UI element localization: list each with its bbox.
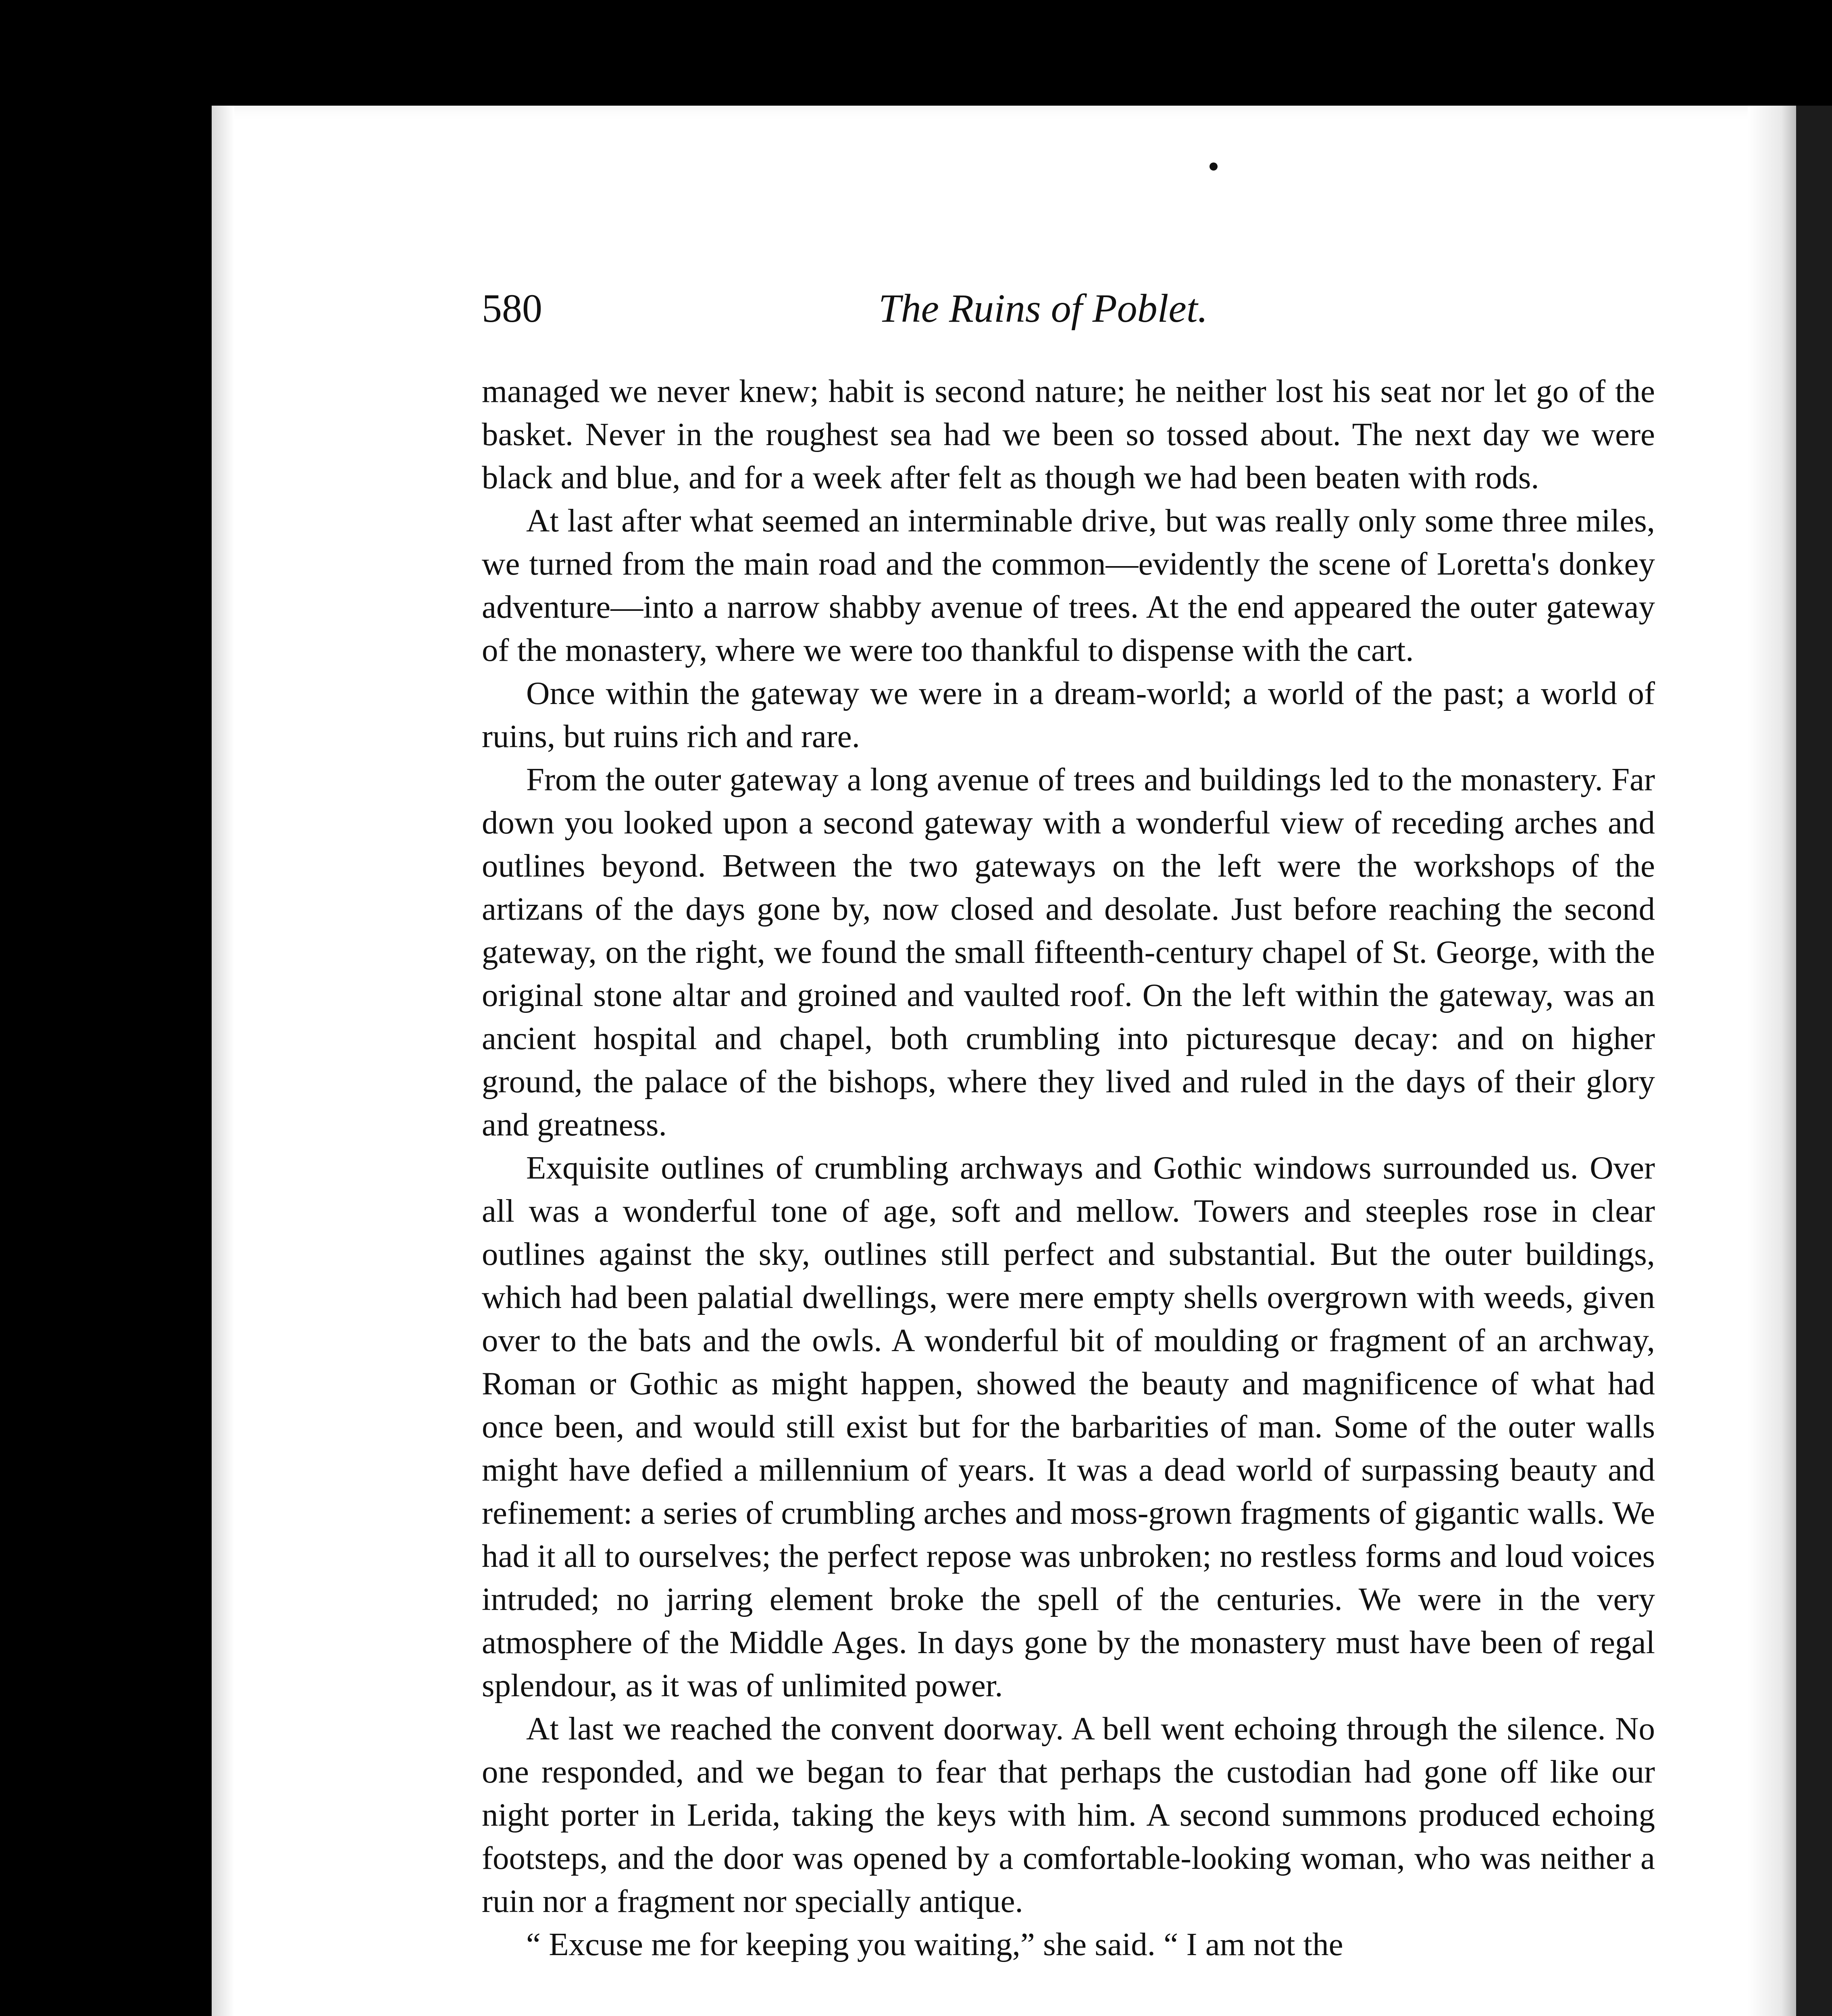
page-header: [482, 280, 1288, 337]
body-text: [482, 370, 1655, 1966]
paragraph-7: “ Excuse me for keeping you waiting,” she said. “ I am not the: [526, 1926, 1343, 1962]
paragraph-6: At last we reached the convent doorway. A bell went echoing through the silence. No one responded, and we began to fear that perhaps the custodian had gone off like our night porter in Lerida, taking the keys with him. A second summons produced echoing footsteps, and the door was opened by a comfortable-looking woman, who was neither a ruin nor a fragment nor specially antique.: [482, 1710, 1655, 1919]
paragraph-1: managed we never knew; habit is second nature; he neither lost his seat nor let go of the basket. Never in the roughest sea had we been so tossed about. The next day we were black and blue, and for a week after felt as though we had been beaten with rods.: [482, 373, 1655, 496]
paragraph-2: At last after what seemed an interminable drive, but was really only some three miles, we turned from the main road and the common—evidently the scene of Loretta's donkey adventure—into a narrow shabby avenue of trees. At the end appeared the outer gateway of the monastery, where we were too thankful to dispense with the cart.: [482, 502, 1655, 668]
page-number: 580: [482, 286, 542, 331]
ink-speck: [1210, 162, 1218, 171]
paragraph-4: From the outer gateway a long avenue of trees and buildings led to the monastery. Far down you looked upon a second gateway with a wonderful view of receding arches and outlines beyond. Between the two gateways on the left were the workshops of the artizans of the days gone by, now closed and desolate. Just before reaching the second gateway, on the right, we found the small fifteenth-century chapel of St. George, with the original stone altar and groined and vaulted roof. On the left within the gateway, was an ancient hospital and chapel, both crumbling into picturesque decay: and on higher ground, the palace of the bishops, where they lived and ruled in the days of their glory and greatness.: [482, 761, 1655, 1143]
running-head: The Ruins of Poblet.: [879, 286, 1208, 331]
paragraph-5: Exquisite outlines of crumbling archways and Gothic windows surrounded us. Over all was a wonderful tone of age, soft and mellow. Towers and steeples rose in clear outlines against the sky, outlines still perfect and substantial. But the outer buildings, which had been palatial dwellings, were mere empty shells overgrown with weeds, given over to the bats and the owls. A wonderful bit of moulding or fragment of an archway, Roman or Gothic as might happen, showed the beauty and magnificence of what had once been, and would still exist but for the barbarities of man. Some of the outer walls might have defied a millennium of years. It was a dead world of surpassing beauty and refinement: a series of crumbling arches and moss-grown fragments of gigantic walls. We had it all to ourselves; the perfect repose was unbroken; no restless forms and loud voices intruded; no jarring element broke the spell of the centuries. We were in the very atmosphere of the Middle Ages. In days gone by the monastery must have been of regal splendour, as it was of unlimited power.: [482, 1150, 1655, 1704]
page-right-shading: [1748, 106, 1796, 2016]
page-left-shading: [212, 106, 234, 2016]
paragraph-3: Once within the gateway we were in a dream-world; a world of the past; a world of ruins, but ruins rich and rare.: [482, 675, 1655, 754]
book-gutter: [1796, 106, 1832, 2016]
